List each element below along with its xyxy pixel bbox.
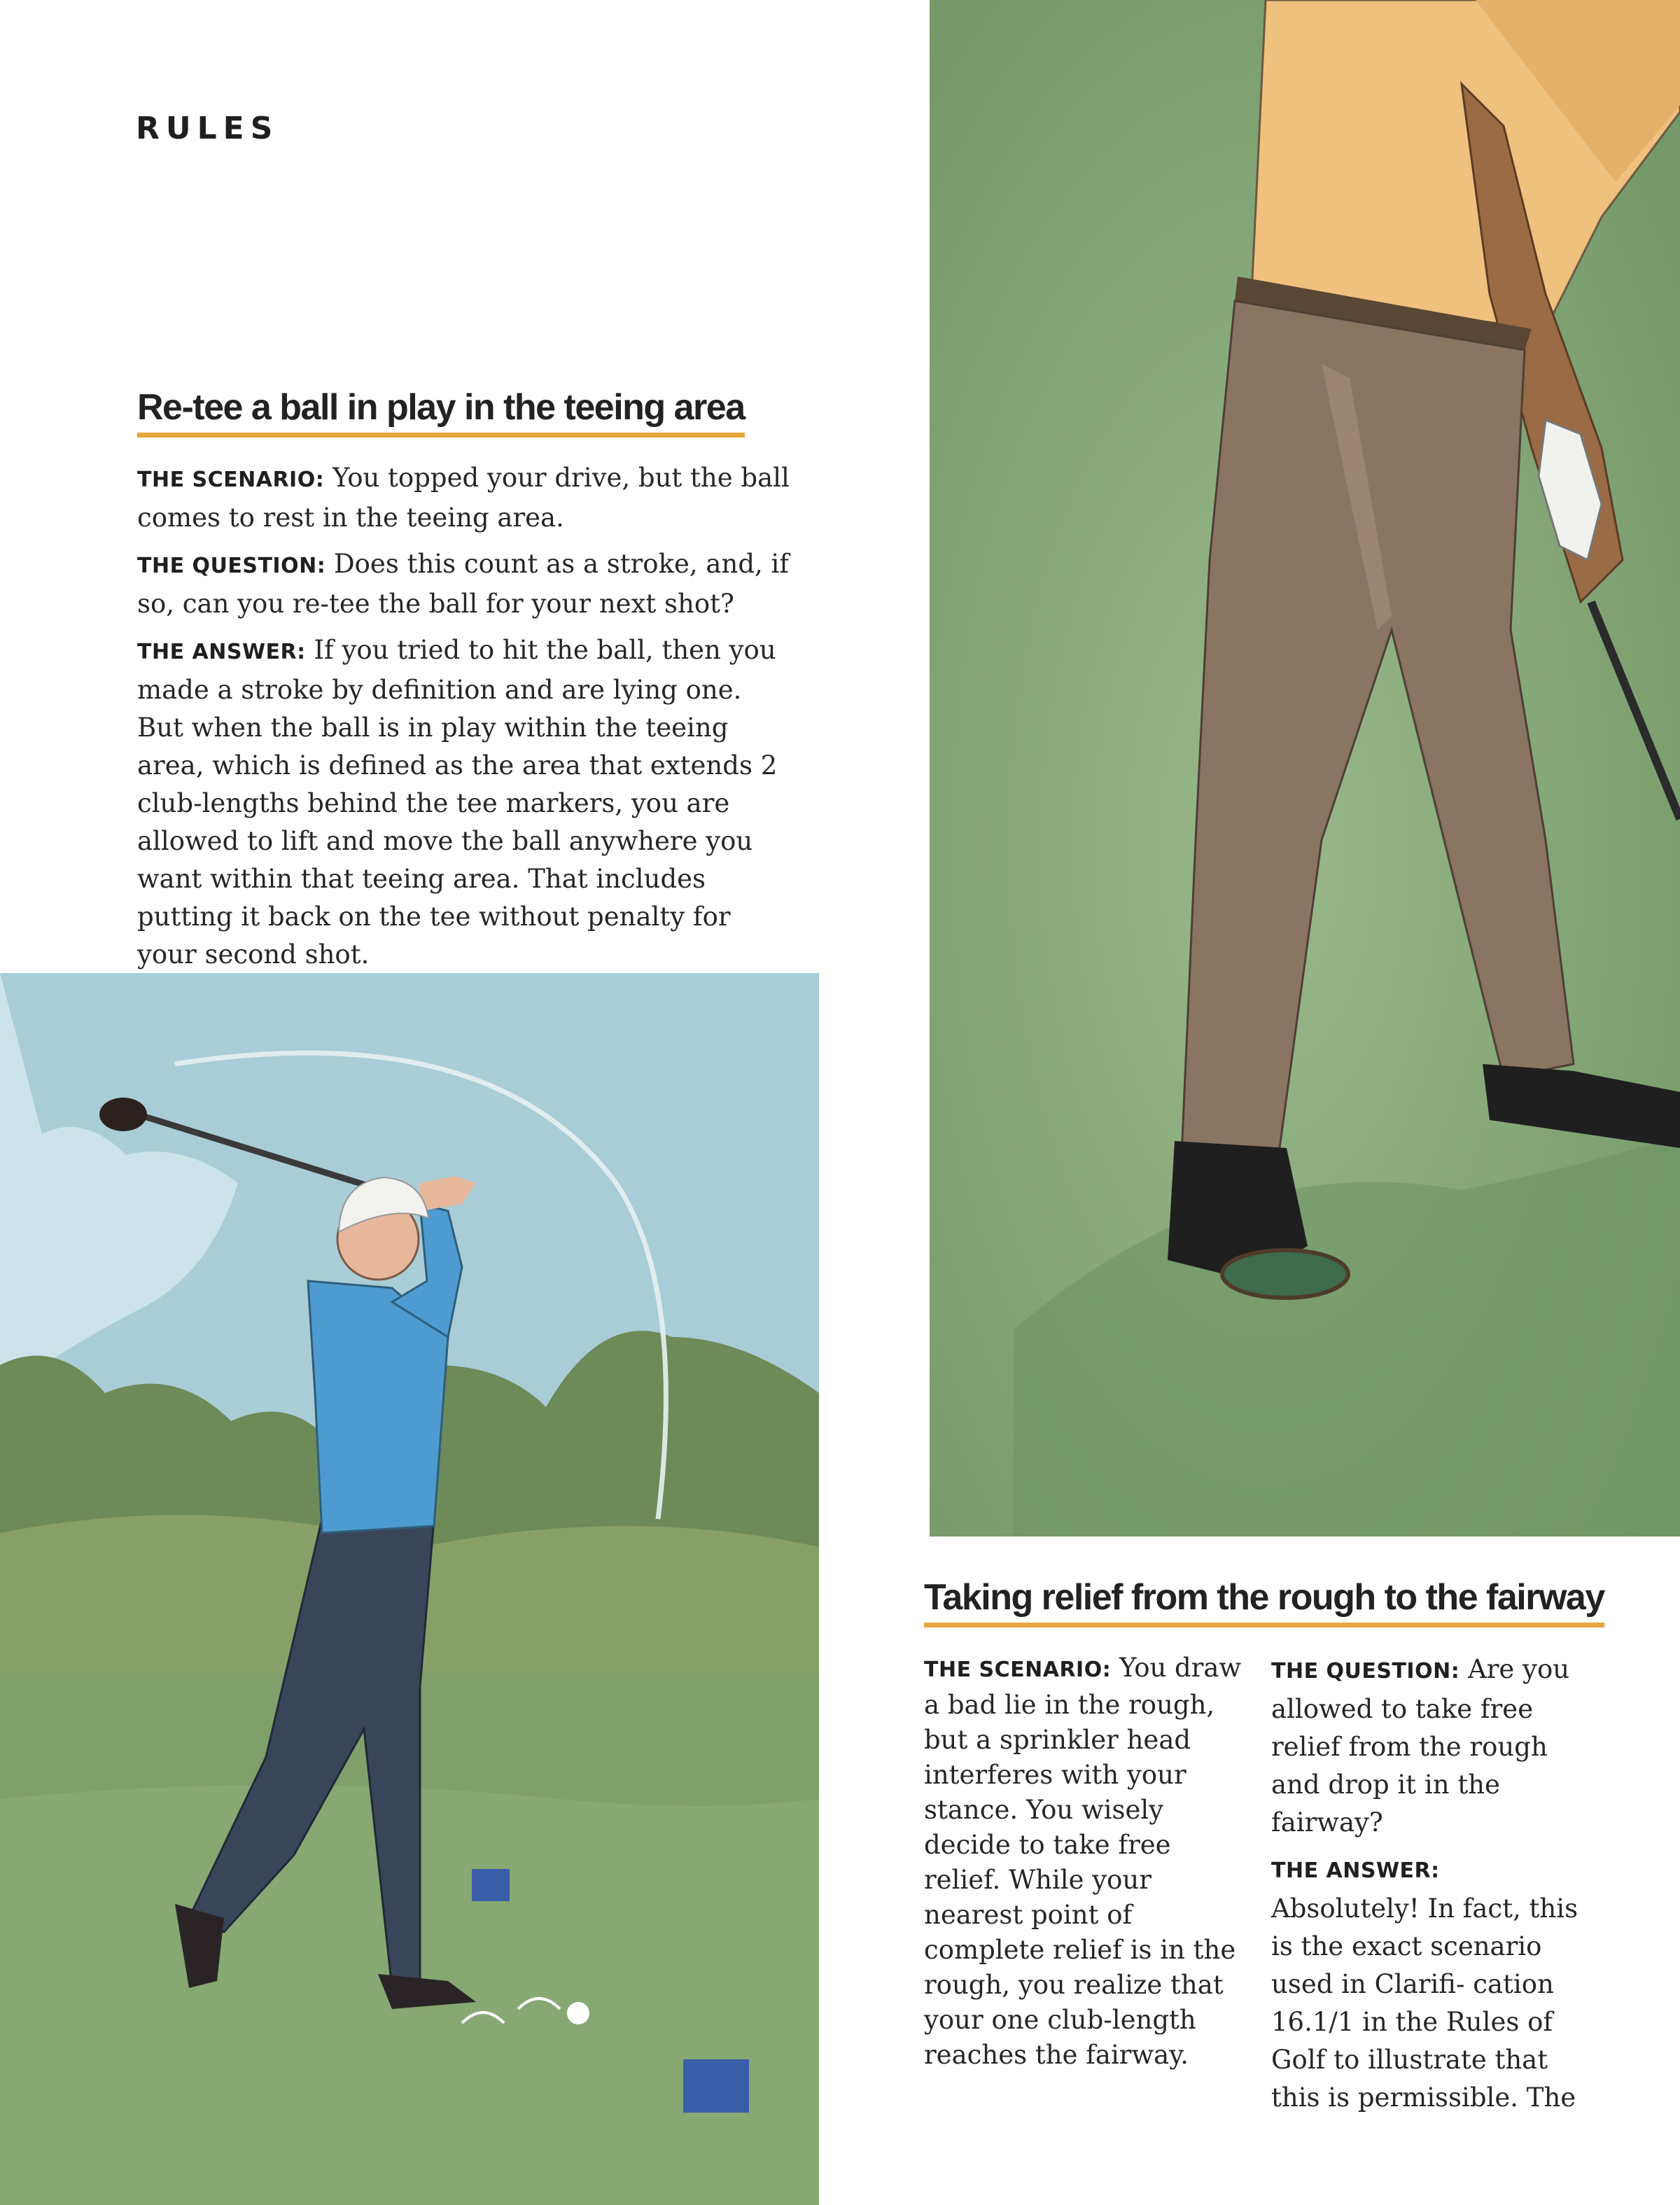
article1-scenario	[137, 459, 795, 537]
question-text: Does this count as a stroke, and, if so, can you re-tee the ball for your next shot?	[137, 549, 790, 619]
scenario-label: THE SCENARIO:	[137, 468, 325, 492]
article2-heading: Taking relief from the rough to the fairway	[924, 1576, 1604, 1628]
article1-answer	[137, 631, 795, 974]
scenario-label: THE SCENARIO:	[924, 1658, 1112, 1682]
question-label: THE QUESTION:	[1271, 1659, 1460, 1684]
article1-question	[137, 545, 795, 623]
article1-heading: Re-tee a ball in play in the teeing area	[137, 386, 745, 438]
section-label: RULES	[136, 111, 279, 146]
article2-answer	[1271, 1850, 1593, 2117]
question-label: THE QUESTION:	[137, 554, 326, 578]
answer-label: THE ANSWER:	[137, 640, 306, 664]
answer-text: If you tried to hit the ball, then you made a stroke by definition and are lying one. But when the ball is in play within the teeing area, which is defined as the area that extends 2 club-lengths behind the tee markers, you are allowed to lift and move the ball anywhere you want within that teeing area. That includes putting it back on the tee without penalty for your second shot.	[137, 635, 778, 969]
answer-label: THE ANSWER:	[1271, 1858, 1440, 1883]
scenario-text: You draw a bad lie in the rough, but a sprinkler head interferes with your stance. You wisely decide to take free relief. While your nearest point of complete relief is in the rough, you realize that your one club-length reaches the fairway.	[924, 1653, 1242, 2070]
article1-body	[137, 459, 795, 982]
scenario-text: You topped your drive, but the ball comes to rest in the teeing area.	[137, 463, 790, 533]
article2-col2	[1271, 1651, 1593, 2125]
article2-scenario	[924, 1651, 1246, 2073]
illustration-sprinkler	[930, 0, 1680, 1536]
question-text: Are you allowed to take free relief from the rough and drop it in the fairway?	[1271, 1654, 1570, 1837]
article2-col1	[924, 1651, 1246, 2081]
answer-text: Absolutely! In fact, this is the exact scenario used in Clarifi- cation 16.1/1 in the Rules of Golf to illustrate that this is permissible. The	[1271, 1893, 1578, 2113]
article2-question	[1271, 1651, 1593, 1842]
illustration-tee-shot	[0, 973, 819, 2205]
